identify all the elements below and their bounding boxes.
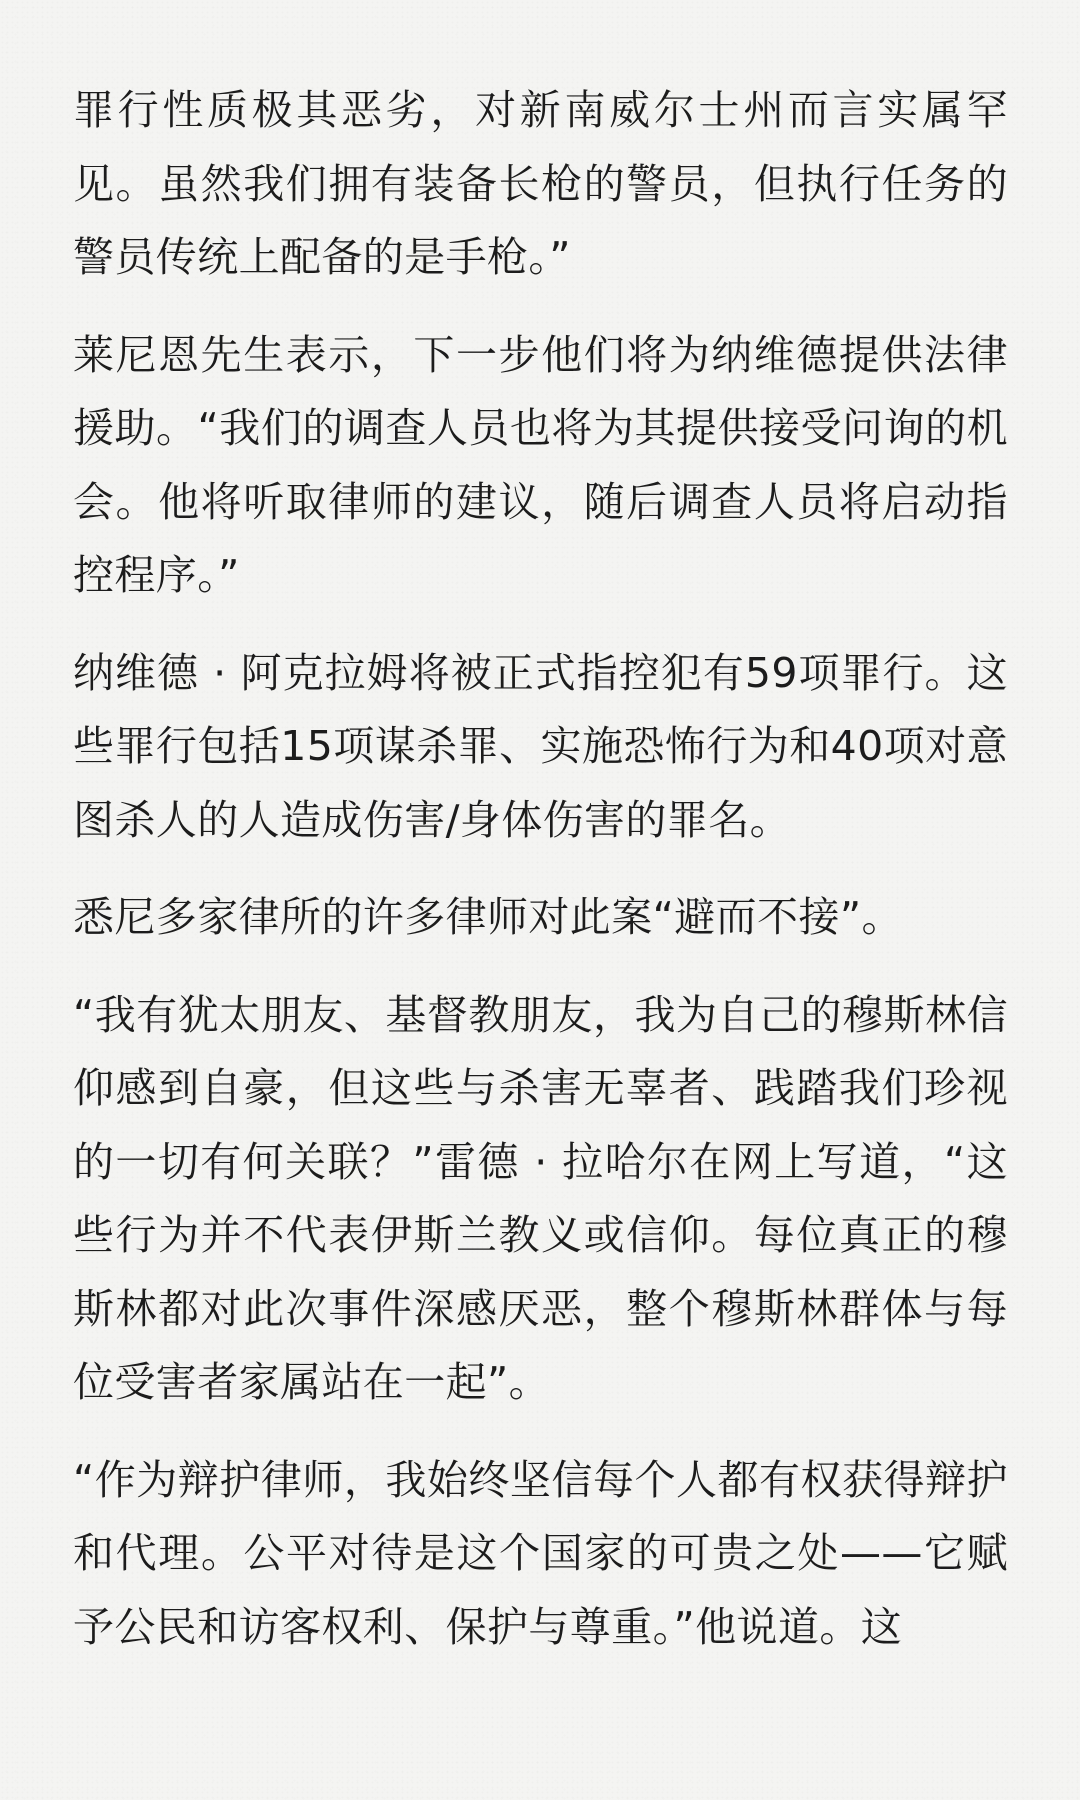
paragraph-legal-aid: 莱尼恩先生表示，下一步他们将为纳维德提供法律援助。“我们的调查人员也将为其提供接受问询的机会。他将听取律师的建议，随后调查人员将启动指控程序。” <box>73 330 1008 599</box>
paragraph-defense-lawyer-quote: “作为辩护律师，我始终坚信每个人都有权获得辩护和代理。公平对待是这个国家的可贵之处——它赋予公民和访客权利、保护与尊重。”他说道。这 <box>73 1455 1008 1651</box>
article-body <box>73 74 1008 1688</box>
paragraph-lawyers-decline: 悉尼多家律所的许多律师对此案“避而不接”。 <box>73 893 903 941</box>
paragraph-charges: 纳维德 · 阿克拉姆将被正式指控犯有59项罪行。这些罪行包括15项谋杀罪、实施恐怖行为和40项对意图杀人的人造成伤害/身体伤害的罪名。 <box>73 648 1008 844</box>
paragraph-police-weapons: 罪行性质极其恶劣，对新南威尔士州而言实属罕见。虽然我们拥有装备长枪的警员，但执行任务的警员传统上配备的是手枪。” <box>73 86 1008 281</box>
paragraph-muslim-statement: “我有犹太朋友、基督教朋友，我为自己的穆斯林信仰感到自豪，但这些与杀害无辜者、践踏我们珍视的一切有何关联？”雷德 · 拉哈尔在网上写道，“这些行为并不代表伊斯兰教义或信仰。每位真正的穆斯林都对此次事件深感厌恶，整个穆斯林群体与每位受害者家属站在一起”。 <box>73 990 1008 1406</box>
